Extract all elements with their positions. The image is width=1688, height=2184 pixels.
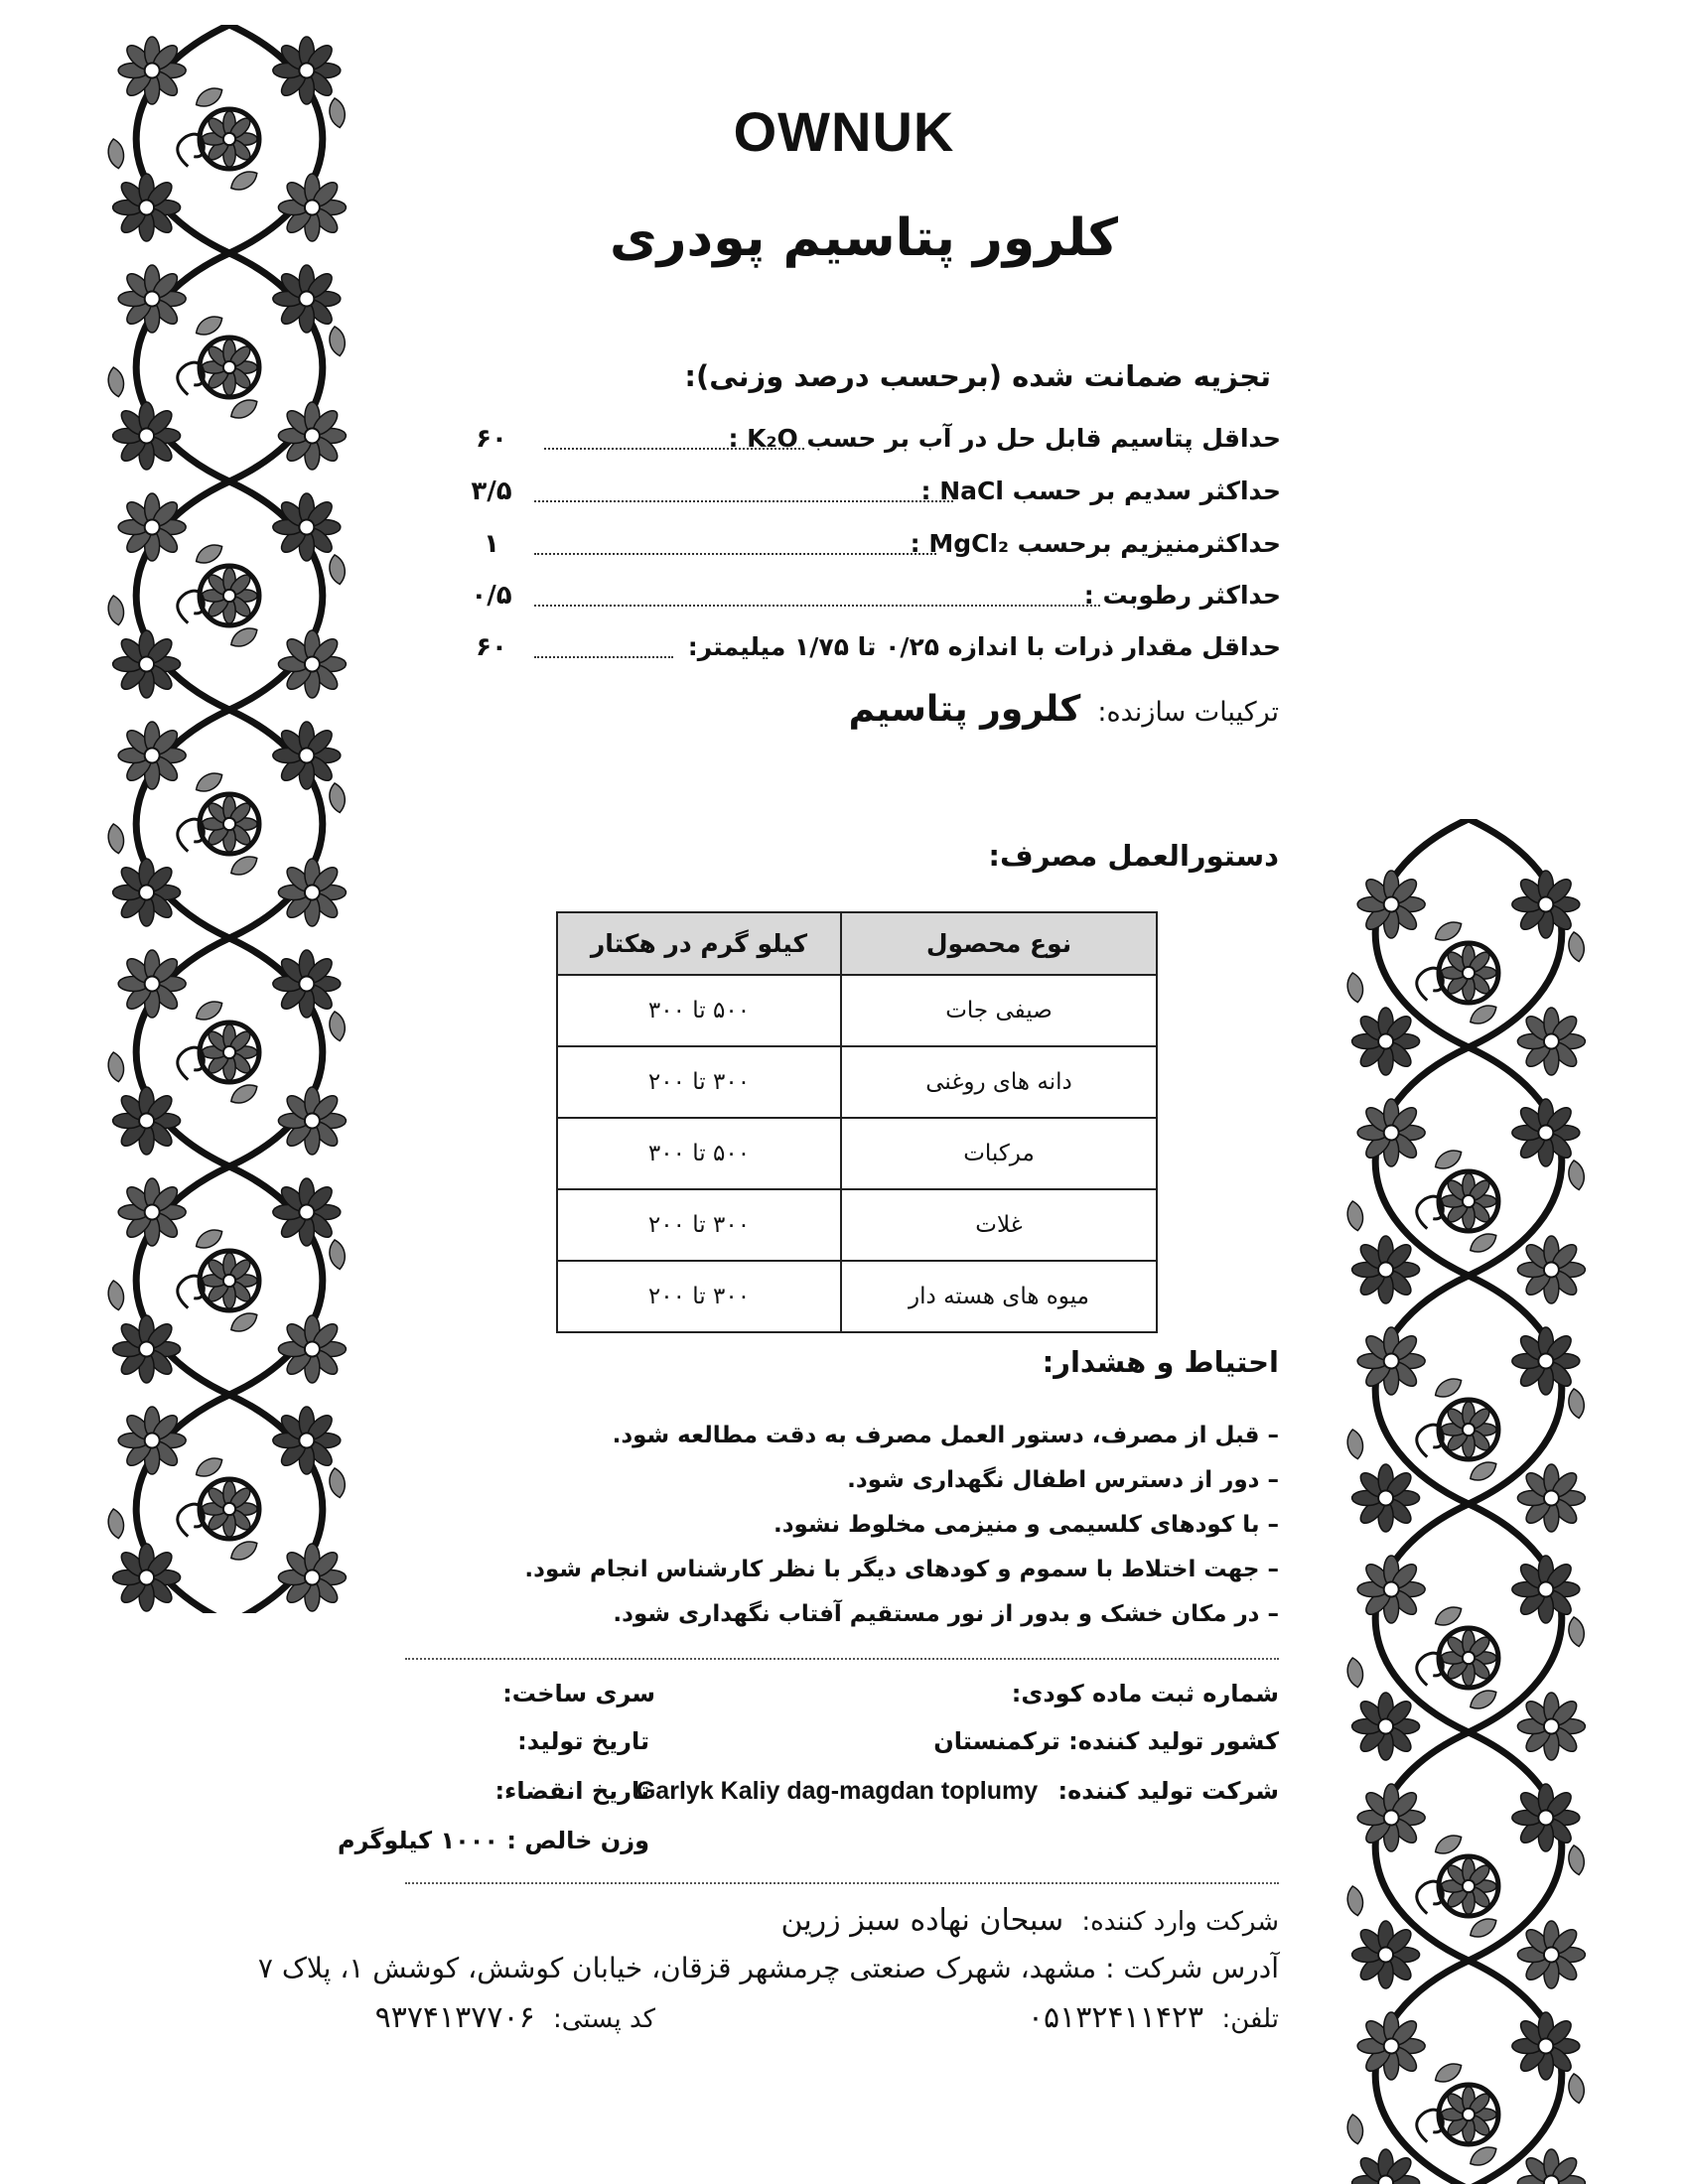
analysis-heading: تجزیه ضمانت شده (برحسب درصد وزنی): (684, 359, 1271, 393)
crop-cell: دانه های روغنی (841, 1046, 1157, 1118)
warning-item: – قبل از مصرف، دستور العمل مصرف به دقت مطالعه شود. (612, 1423, 1279, 1448)
table-row (557, 975, 1157, 1046)
crop-cell: مرکبات (841, 1118, 1157, 1189)
spec-label: حداکثرمنیزیم برحسب MgCl₂ : (910, 529, 1281, 558)
spec-value: ۳/۵ (471, 477, 512, 506)
batch-label: سری ساخت: (502, 1680, 655, 1707)
importer (781, 1903, 1280, 1938)
postal-value: ۹۳۷۴۱۳۷۷۰۶ (374, 2000, 535, 2035)
spec-row (457, 632, 1281, 672)
table-row (557, 1118, 1157, 1189)
column-header-crop: نوع محصول (841, 912, 1157, 975)
production-date-label: تاریخ تولید: (517, 1727, 649, 1755)
postal-label: کد پستی: (553, 2004, 655, 2034)
rate-cell: ۵۰۰ تا ۳۰۰ (557, 1118, 841, 1189)
table-row (557, 1189, 1157, 1261)
spec-value: ۶۰ (476, 632, 507, 662)
decorative-border-right (1331, 819, 1607, 2184)
importer-label: شرکت وارد کننده: (1081, 1907, 1279, 1937)
spec-value: ۰/۵ (471, 581, 512, 611)
composition (849, 689, 1279, 730)
spec-value: ۱ (484, 529, 499, 559)
spec-value: ۶۰ (476, 424, 507, 454)
table-row (557, 1046, 1157, 1118)
dotted-leader (534, 605, 1100, 607)
spec-label: حداکثر رطوبت : (1083, 581, 1281, 610)
registration-number-label: شماره ثبت ماده کودی: (1011, 1680, 1279, 1707)
warning-item: – جهت اختلاط با سموم و کودهای دیگر با نظر کارشناس انجام شود. (524, 1557, 1279, 1582)
dotted-leader (534, 500, 953, 502)
crop-cell: صیفی جات (841, 975, 1157, 1046)
phone-value: ۰۵۱۳۲۴۱۱۴۲۳ (1027, 2000, 1204, 2035)
crop-cell: میوه های هسته دار (841, 1261, 1157, 1332)
importer-value: سبحان نهاده سبز زرین (780, 1903, 1064, 1938)
rate-cell: ۳۰۰ تا ۲۰۰ (557, 1189, 841, 1261)
rate-cell: ۳۰۰ تا ۲۰۰ (557, 1046, 841, 1118)
spec-row (457, 424, 1281, 464)
column-header-rate: کیلو گرم در هکتار (557, 912, 841, 975)
crop-cell: غلات (841, 1189, 1157, 1261)
manufacturer (636, 1777, 1279, 1806)
usage-table (556, 911, 1158, 1333)
product-title: کلرور پتاسیم پودری (609, 208, 1119, 268)
warning-item: – در مکان خشک و بدور از نور مستقیم آفتاب نگهداری شود. (613, 1601, 1279, 1627)
spec-row (457, 529, 1281, 569)
dotted-leader (534, 656, 673, 658)
separator (405, 1658, 1279, 1660)
country-label: کشور تولید کننده: ترکمنستان (933, 1727, 1279, 1755)
spec-row (457, 477, 1281, 516)
table-row (557, 1261, 1157, 1332)
spec-row (457, 581, 1281, 620)
phone-label: تلفن: (1221, 2004, 1279, 2034)
composition-label: ترکیبات سازنده: (1097, 697, 1279, 728)
manufacturer-value: Garlyk Kaliy dag-magdan toplumy (635, 1777, 1039, 1805)
net-weight: وزن خالص : ۱۰۰۰ کیلوگرم (338, 1827, 649, 1854)
dotted-leader (534, 553, 936, 555)
manufacturer-label: شرکت تولید کننده: (1057, 1777, 1279, 1805)
spec-label: حداقل مقدار ذرات با اندازه ۰/۲۵ تا ۱/۷۵ میلیمتر: (687, 632, 1281, 661)
separator (405, 1882, 1279, 1884)
table-header-row (557, 912, 1157, 975)
phone (1028, 2000, 1279, 2035)
spec-label: حداقل پتاسیم قابل حل در آب بر حسب K₂O : (728, 424, 1281, 453)
rate-cell: ۳۰۰ تا ۲۰۰ (557, 1261, 841, 1332)
dotted-leader (544, 448, 804, 450)
expiry-label: تاریخ انقضاء: (494, 1777, 649, 1805)
rate-cell: ۵۰۰ تا ۳۰۰ (557, 975, 841, 1046)
usage-heading: دستورالعمل مصرف: (988, 839, 1279, 873)
brand-name: OWNUK (733, 100, 955, 163)
composition-value: کلرور پتاسیم (848, 689, 1081, 730)
importer-address: آدرس شرکت : مشهد، شهرک صنعتی چرمشهر قزقان، خیابان کوشش، کوشش ۱، پلاک ۷ (257, 1952, 1279, 1984)
warning-item: – با کودهای کلسیمی و منیزمی مخلوط نشود. (774, 1512, 1279, 1538)
spec-label: حداکثر سدیم بر حسب NaCl : (920, 477, 1281, 505)
warning-item: – دور از دسترس اطفال نگهداری شود. (847, 1467, 1279, 1493)
warnings-heading: احتیاط و هشدار: (1042, 1345, 1279, 1379)
postal-code (375, 2000, 655, 2035)
